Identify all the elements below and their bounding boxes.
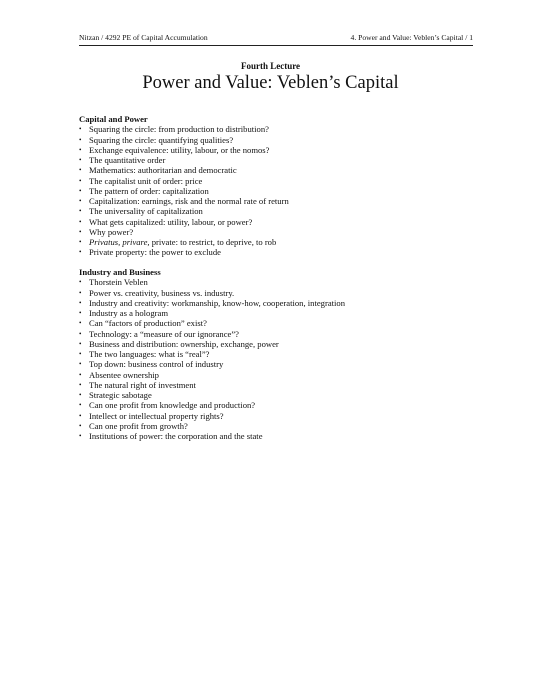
running-header	[79, 33, 473, 46]
list-item-text: Absentee ownership	[89, 369, 159, 380]
list-item-text: Private property: the power to exclude	[89, 247, 221, 258]
bullet-icon: •	[79, 360, 82, 369]
list-item-text: Technology: a “measure of our ignorance”?	[89, 328, 239, 339]
list-item-text: Institutions of power: the corporation and the state	[89, 431, 263, 442]
section-industry-and-business	[79, 267, 479, 441]
list-item-text: The quantitative order	[89, 155, 166, 166]
page-title: Power and Value: Veblen’s Capital	[142, 73, 399, 93]
bullet-icon: •	[79, 401, 82, 410]
bullet-icon: •	[79, 350, 82, 359]
list-item-text: Industry and creativity: workmanship, know-how, cooperation, integration	[89, 297, 345, 308]
list-item	[79, 247, 479, 257]
list-item	[79, 349, 479, 359]
list-item-italic-text: Privatus, privare,	[89, 237, 150, 248]
list-item-text: What gets capitalized: utility, labour, or power?	[89, 216, 253, 227]
bullet-icon: •	[79, 298, 82, 307]
list-item	[79, 217, 479, 227]
list-item	[79, 176, 479, 186]
list-item	[79, 277, 479, 287]
bullet-icon: •	[79, 288, 82, 297]
bullet-icon: •	[79, 370, 82, 379]
list-item	[79, 411, 479, 421]
list-item	[79, 431, 479, 441]
list-item-text: Power vs. creativity, business vs. industry.	[89, 287, 235, 298]
list-item-text: Strategic sabotage	[89, 390, 152, 401]
bullet-icon: •	[79, 156, 82, 165]
list-item	[79, 359, 479, 369]
list-item	[79, 400, 479, 410]
section-heading: Industry and Business	[79, 267, 161, 277]
lecture-number: Fourth Lecture	[240, 61, 301, 71]
list-item	[79, 237, 479, 247]
bullet-icon: •	[79, 125, 82, 134]
bullet-icon: •	[79, 166, 82, 175]
section-heading: Capital and Power	[79, 114, 148, 124]
bullet-icon: •	[79, 217, 82, 226]
bullet-icon: •	[79, 135, 82, 144]
list-item	[79, 339, 479, 349]
list-item-text: Industry as a hologram	[89, 308, 168, 319]
bullet-icon: •	[79, 309, 82, 318]
list-item-text: Capitalization: earnings, risk and the normal rate of return	[89, 196, 289, 207]
bullet-icon: •	[79, 248, 82, 257]
list-item	[79, 308, 479, 318]
bullet-icon: •	[79, 227, 82, 236]
list-item-text: Business and distribution: ownership, exchange, power	[89, 338, 279, 349]
list-item-text: private: to restrict, to deprive, to rob	[151, 237, 277, 248]
bullet-icon: •	[79, 421, 82, 430]
list-item	[79, 196, 479, 206]
list-item	[79, 318, 479, 328]
list-item	[79, 370, 479, 380]
list-item-text: Squaring the circle: from production to distribution?	[89, 124, 269, 135]
list-item	[79, 380, 479, 390]
bullet-icon: •	[79, 319, 82, 328]
list-item-text: Mathematics: authoritarian and democratic	[89, 165, 237, 176]
list-item-text: The pattern of order: capitalization	[89, 185, 209, 196]
list-item-text: The universality of capitalization	[89, 206, 203, 217]
list-item-text: Exchange equivalence: utility, labour, or the nomos?	[89, 144, 270, 155]
list-item	[79, 288, 479, 298]
header-page-label: 4. Power and Value: Veblen’s Capital / 1	[350, 33, 473, 42]
list-item-text: The capitalist unit of order: price	[89, 175, 203, 186]
list-item	[79, 145, 479, 155]
list-item-text: Can one profit from knowledge and production?	[89, 400, 256, 411]
bullet-list	[79, 277, 479, 441]
list-item-text: Squaring the circle: quantifying qualities?	[89, 134, 234, 145]
bullet-icon: •	[79, 207, 82, 216]
list-item-text: Can “factors of production” exist?	[89, 318, 207, 329]
list-item	[79, 135, 479, 145]
bullet-icon: •	[79, 339, 82, 348]
bullet-list	[79, 124, 479, 257]
list-item	[79, 206, 479, 216]
list-item	[79, 421, 479, 431]
bullet-icon: •	[79, 391, 82, 400]
bullet-icon: •	[79, 411, 82, 420]
list-item-text: Can one profit from growth?	[89, 420, 188, 431]
list-item-text: The two languages: what is “real”?	[89, 349, 210, 360]
list-item	[79, 186, 479, 196]
list-item-text: Intellect or intellectual property rights?	[89, 410, 224, 421]
list-item	[79, 124, 479, 134]
bullet-icon: •	[79, 432, 82, 441]
list-item-text: Thorstein Veblen	[89, 277, 148, 288]
list-item	[79, 329, 479, 339]
list-item	[79, 227, 479, 237]
bullet-icon: •	[79, 329, 82, 338]
bullet-icon: •	[79, 186, 82, 195]
list-item-text: Top down: business control of industry	[89, 359, 224, 370]
section-capital-and-power	[79, 114, 479, 258]
bullet-icon: •	[79, 238, 82, 247]
bullet-icon: •	[79, 197, 82, 206]
header-course-label: Nitzan / 4292 PE of Capital Accumulation	[79, 33, 208, 42]
list-item	[79, 390, 479, 400]
bullet-icon: •	[79, 145, 82, 154]
list-item	[79, 165, 479, 175]
bullet-icon: •	[79, 176, 82, 185]
bullet-icon: •	[79, 380, 82, 389]
list-item	[79, 155, 479, 165]
list-item-text: Why power?	[89, 226, 134, 237]
bullet-icon: •	[79, 278, 82, 287]
list-item	[79, 298, 479, 308]
list-item-text: The natural right of investment	[89, 379, 196, 390]
